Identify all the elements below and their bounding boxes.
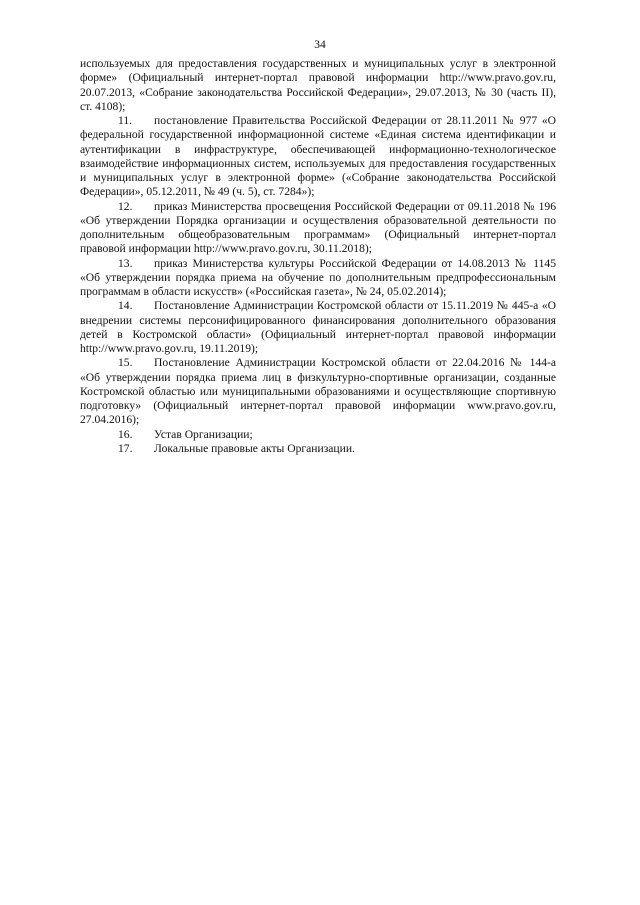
list-item-number: 14. bbox=[118, 299, 133, 313]
list-item-text: приказ Министерства просвещения Российской Федерации от 09.11.2018 № 196 «Об утверждении Порядка организации и осуществления образовательной деятельности по дополнительным общеобразовательным программам» (Официальный интернет-портал правовой информации http://www.pravo.gov.ru, 30.11.2018); bbox=[80, 199, 556, 256]
list-item-text: Постановление Администрации Костромской области от 22.04.2016 № 144-а «Об утверждении порядка приема лиц в физкультурно-спортивные организации, созданные Костромской областью или муниципальными образованиями и осуществляющие спортивную подготовку» (Официальный интернет-портал правовой информации www.pravo.gov.ru, 27.04.2016); bbox=[80, 356, 556, 427]
list-item-number: 16. bbox=[118, 427, 133, 441]
list-item-text: Локальные правовые акты Организации. bbox=[154, 441, 355, 455]
list-item-11 bbox=[80, 114, 556, 200]
list-item-number: 11. bbox=[118, 114, 133, 127]
list-item-text: Постановление Администрации Костромской области от 15.11.2019 № 445-а «О внедрении системы персонифицированного финансирования дополнительного образования детей в Костромской области» (Официальный интернет-портал правовой информации http://www.pravo.gov.ru, 19.11.2019); bbox=[80, 299, 556, 355]
list-item-number: 13. bbox=[118, 256, 133, 270]
page-number: 34 bbox=[314, 39, 326, 51]
paragraph-continuation bbox=[80, 57, 556, 114]
list-item-15 bbox=[80, 356, 556, 427]
list-item-text: постановление Правительства Российской Федерации от 28.11.2011 № 977 «О федеральной государственной информационной системе «Единая система идентификации и аутентификации в инфраструктуре, обеспечивающей информационно-технологическое взаимодействие информационных систем, используемых для предоставления государственных и муниципальных услуг в электронной форме» («Собрание законодательства Российской Федерации», 05.12.2011, № 49 (ч. 5), ст. 7284»); bbox=[80, 114, 556, 199]
list-item-number: 12. bbox=[118, 199, 133, 213]
list-item-17 bbox=[80, 442, 556, 456]
list-item-14 bbox=[80, 299, 556, 356]
list-item-13 bbox=[80, 257, 556, 300]
list-item-number: 17. bbox=[118, 441, 133, 455]
list-item-number: 15. bbox=[118, 356, 133, 370]
list-item-12 bbox=[80, 200, 556, 257]
list-item-text: приказ Министерства культуры Российской Федерации от 14.08.2013 № 1145 «Об утверждении порядка приема на обучение по дополнительным предпрофессиональным программам в области искусств» («Российская газета», № 24, 05.02.2014); bbox=[80, 256, 556, 298]
paragraph-text: используемых для предоставления государственных и муниципальных услуг в электронной форме» (Официальный интернет-портал правовой информации http://www.pravo.gov.ru, 20.07.2013, «Собрание законодательства Российской Федерации», 29.07.2013, № 30 (часть II), ст. 4108); bbox=[80, 57, 556, 113]
list-item-16 bbox=[80, 428, 556, 442]
list-item-text: Устав Организации; bbox=[154, 427, 253, 441]
document-body bbox=[80, 57, 556, 456]
